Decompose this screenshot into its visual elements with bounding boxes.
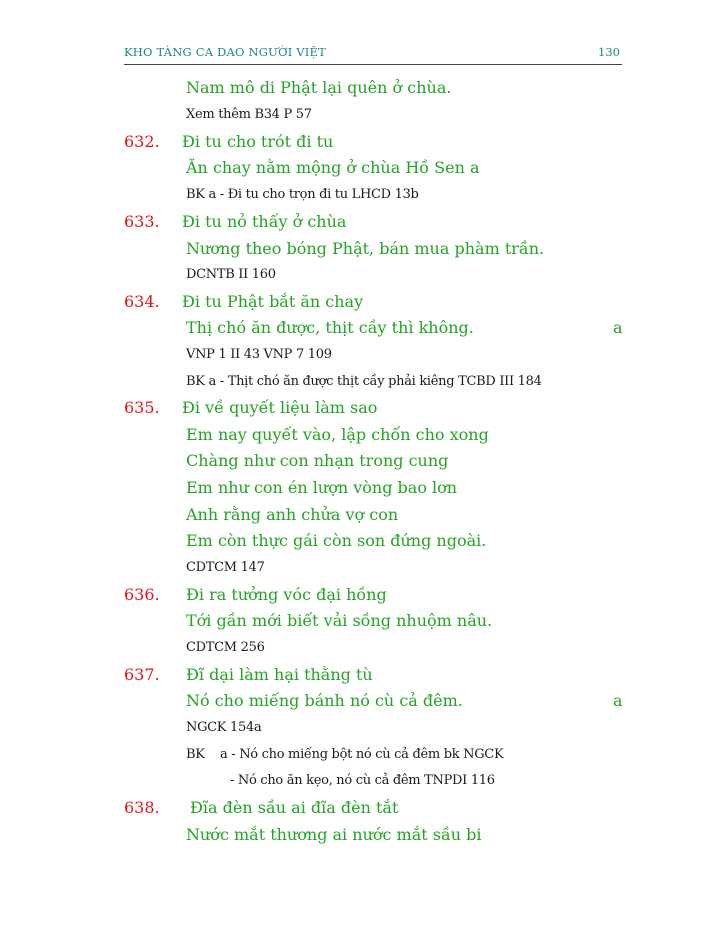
- variant-marker: a: [613, 691, 623, 710]
- verse-line: Đi ra tưởng vóc đại hồng: [186, 585, 387, 604]
- verse-line: Nó cho miếng bánh nó cù cả đêm.: [186, 691, 463, 710]
- verse-line: Đi về quyết liệu làm sao: [182, 398, 378, 417]
- source-reference: BK a - Đi tu cho trọn đi tu LHCD 13b: [186, 187, 419, 202]
- verse-line: Nước mắt thương ai nước mắt sầu bi: [186, 825, 482, 844]
- entry-number-634: 634.: [124, 292, 160, 311]
- variant-reference: - Nó cho ăn kẹo, nó cù cả đêm TNPDI 116: [230, 773, 495, 788]
- verse-line: Tới gần mới biết vải sồng nhuộm nâu.: [186, 611, 493, 630]
- source-reference: DCNTB II 160: [186, 267, 276, 282]
- source-reference: Xem thêm B34 P 57: [186, 107, 312, 122]
- verse-line: Anh rằng anh chửa vợ con: [186, 505, 399, 524]
- entry-number-638: 638.: [124, 798, 160, 817]
- source-reference: CDTCM 147: [186, 560, 265, 575]
- source-reference: VNP 1 II 43 VNP 7 109: [186, 347, 332, 362]
- verse-line: Nam mô di Phật lại quên ở chùa.: [186, 78, 452, 97]
- entry-number-636: 636.: [124, 585, 160, 604]
- verse-line: Em như con én lượn vòng bao lơn: [186, 478, 458, 497]
- source-reference: CDTCM 256: [186, 640, 265, 655]
- verse-line: Em nay quyết vào, lập chốn cho xong: [186, 425, 489, 444]
- verse-line: Đĩ dại làm hại thằng tù: [186, 665, 373, 684]
- variant-marker: a: [613, 318, 623, 337]
- variant-reference: BK a - Thịt chó ăn được thịt cầy phải kiêng TCBD III 184: [186, 374, 542, 389]
- verse-line: Đi tu nỏ thấy ở chùa: [182, 212, 347, 231]
- verse-line: Đi tu cho trót đi tu: [182, 132, 334, 151]
- page-number: 130: [598, 45, 620, 59]
- book-title: KHO TÀNG CA DAO NGƯỜI VIỆT: [124, 45, 327, 59]
- entry-number-632: 632.: [124, 132, 160, 151]
- verse-line: Đi tu Phật bắt ăn chay: [182, 292, 364, 311]
- entry-number-633: 633.: [124, 212, 160, 231]
- verse-line: Thị chó ăn được, thịt cầy thì không.: [186, 318, 474, 337]
- verse-line: Nương theo bóng Phật, bán mua phàm trần.: [186, 239, 545, 258]
- entry-number-635: 635.: [124, 398, 160, 417]
- verse-line: Đĩa đèn sầu ai đĩa đèn tắt: [190, 798, 399, 817]
- source-reference: NGCK 154a: [186, 720, 262, 735]
- variant-reference: BK a - Nó cho miếng bột nó cù cả đêm bk NGCK: [186, 747, 504, 762]
- verse-line: Ăn chay nằm mộng ở chùa Hồ Sen a: [186, 158, 480, 177]
- verse-line: Chàng như con nhạn trong cung: [186, 451, 449, 470]
- verse-line: Em còn thực gái còn son đứng ngoài.: [186, 531, 487, 550]
- entry-number-637: 637.: [124, 665, 160, 684]
- running-header: [124, 44, 622, 65]
